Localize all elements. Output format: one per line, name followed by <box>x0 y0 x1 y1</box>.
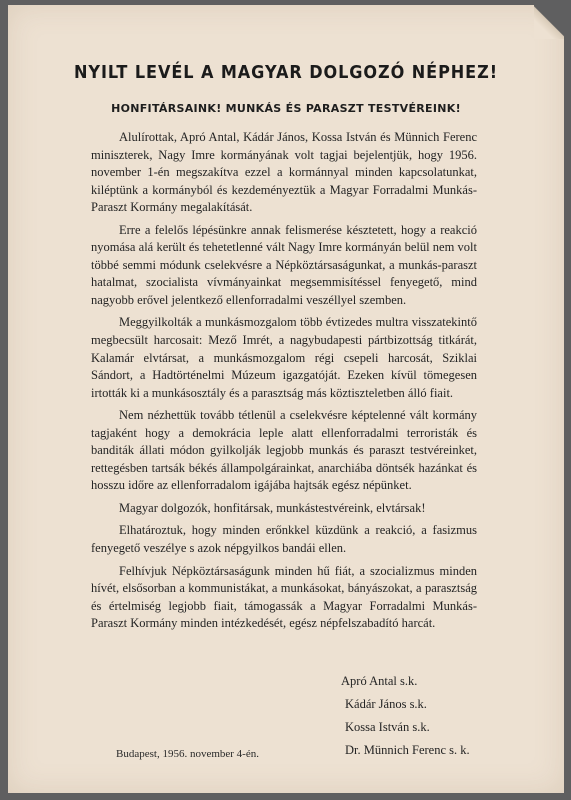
letter-subtitle: HONFITÁRSAINK! MUNKÁS ÉS PARASZT TESTVÉREINK! <box>111 102 461 115</box>
paragraph-6: Elhatároztuk, hogy minden erőnkkel küzdünk a reakció, a fasizmus fenyegető veszélye s azok népgyilkos bandái ellen. <box>91 523 477 556</box>
letter-sheet <box>8 5 564 793</box>
paragraph-2: Erre a felelős lépésünkre annak felismerése késztetett, hogy a reakció nyomása alá került és tehetetlenné vált Nagy Imre kormányán belül nem volt többé semmi módunk cselekvésre a Népköztársaságunkat, a munkás-paraszt hatalmat, szocialista vívmányainkat megsemmisítéssel fenyegető, mind nagyobb erővel jelentkező ellenforradalmi veszéllyel szemben. <box>91 222 477 307</box>
paragraph-4: Nem nézhettük tovább tétlenül a cselekvésre képtelenné vált kormány tagjaként hogy a demokrácia leple alatt ellenforradalmi terroristák és banditák állati módon gyilkolják legjobb munkás és paraszt testvéreinket, rettegésben tartsák békés állampolgárainkat, anarchiába döntsék hazánkat és hosszu időre az ellenforradalom igájába hajtsák egész népünket. <box>91 408 477 493</box>
paragraph-3: Meggyilkolták a munkásmozgalom több évtizedes multra visszatekintő megbecsült harcosait: Mező Imrét, a nagybudapesti pártbizottság titkárát, Kalamár elvtársat, a munkásmozgalom régi csepeli harcosát, Sziklai Sándort, a Hadtörténelmi Múzeum igazgatóját. Ezeken kívül tömegesen irtották ki a munkásosztály és a parasztság más köztiszteletben álló fiait. <box>91 315 477 400</box>
signature-block <box>341 670 470 762</box>
paragraph-7: Felhívjuk Népköztársaságunk minden hű fiát, a szocializmus minden hívét, elsősorban a kommunistákat, a munkásokat, bányászokat, a parasztság és értelmiség legjobb fiait, támogassák a Magyar Forradalmi Munkás-Paraszt Kormány minden intézkedését, egész népfelszabadító harcát. <box>91 563 477 631</box>
folded-corner <box>534 5 564 39</box>
signature-apro: Apró Antal s.k. <box>341 674 418 688</box>
letter-title: NYILT LEVÉL A MAGYAR DOLGOZÓ NÉPHEZ! <box>74 63 498 83</box>
letter-body <box>91 129 477 638</box>
paragraph-1: Alulírottak, Apró Antal, Kádár János, Kossa István és Münnich Ferenc miniszterek, Nagy Imre kormányának volt tagjai bejelentjük, hogy 1956. november 1-én megszakítva ezzel a kormánnyal minden kapcsolatunkat, kiléptünk a kormányból és kezdeményeztük a Magyar Forradalmi Munkás-Paraszt Kormány megalakítását. <box>91 130 477 215</box>
date-line: Budapest, 1956. november 4-én. <box>116 748 259 760</box>
signature-munnich: Dr. Münnich Ferenc s. k. <box>345 743 470 757</box>
paragraph-5: Magyar dolgozók, honfitársak, munkástestvéreink, elvtársak! <box>119 500 426 515</box>
signature-kadar: Kádár János s.k. <box>345 697 427 711</box>
signature-kossa: Kossa István s.k. <box>345 720 430 734</box>
